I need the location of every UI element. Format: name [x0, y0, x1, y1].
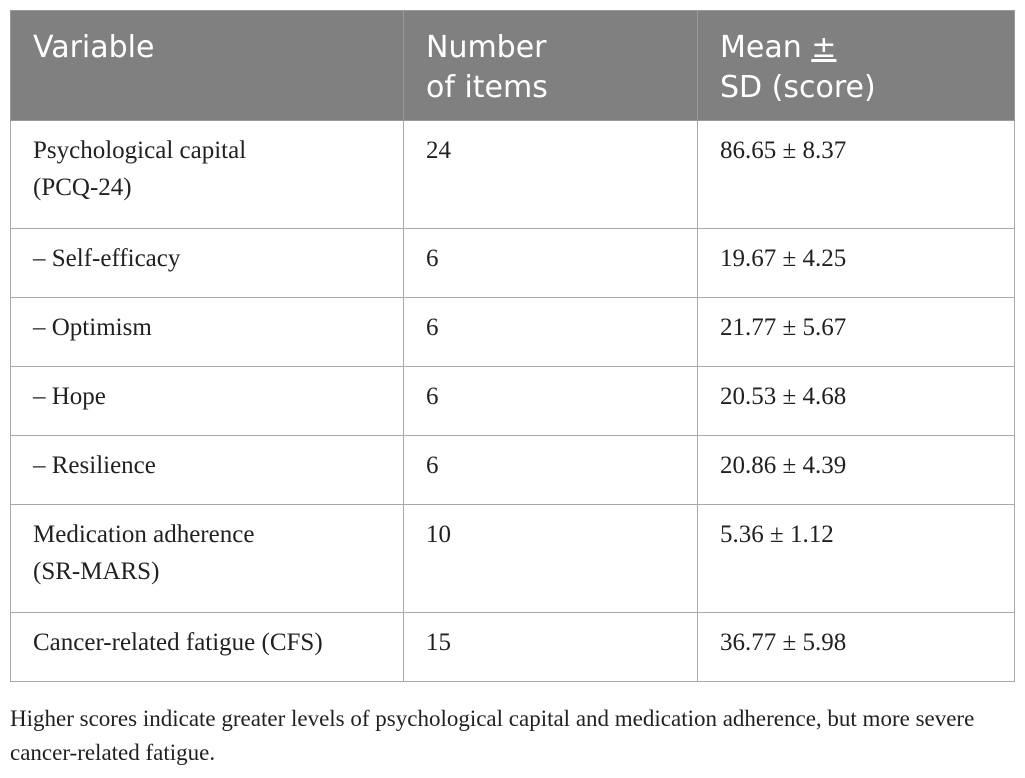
cell-items: 6 — [404, 229, 698, 298]
cell-variable: – Optimism — [11, 298, 404, 367]
cell-mean-sd: 86.65 ± 8.37 — [698, 121, 1015, 229]
cell-variable: – Hope — [11, 367, 404, 436]
table-row-optimism — [11, 298, 1015, 367]
table-row-cancer-related-fatigue — [11, 613, 1015, 682]
table-row-psychological-capital — [11, 121, 1015, 229]
cell-variable: – Resilience — [11, 436, 404, 505]
header-items-line1: Number — [426, 30, 547, 65]
header-variable-text: Variable — [33, 30, 155, 65]
statistics-table — [10, 10, 1015, 682]
table-row-resilience — [11, 436, 1015, 505]
cell-items: 10 — [404, 505, 698, 613]
cell-variable — [11, 505, 404, 613]
header-plus-minus: ± — [811, 30, 837, 65]
cell-items: 6 — [404, 298, 698, 367]
table-row-self-efficacy — [11, 229, 1015, 298]
table-container — [10, 10, 1014, 682]
table-row-medication-adherence — [11, 505, 1015, 613]
variable-line1: Medication adherence — [33, 521, 255, 548]
header-number-of-items — [404, 11, 698, 121]
cell-items: 6 — [404, 436, 698, 505]
cell-mean-sd: 5.36 ± 1.12 — [698, 505, 1015, 613]
header-variable — [11, 11, 404, 121]
cell-mean-sd: 19.67 ± 4.25 — [698, 229, 1015, 298]
table-row-hope — [11, 367, 1015, 436]
table-header-row — [11, 11, 1015, 121]
cell-variable: – Self-efficacy — [11, 229, 404, 298]
cell-mean-sd: 21.77 ± 5.67 — [698, 298, 1015, 367]
cell-mean-sd: 20.53 ± 4.68 — [698, 367, 1015, 436]
cell-items: 6 — [404, 367, 698, 436]
cell-mean-sd: 20.86 ± 4.39 — [698, 436, 1015, 505]
cell-items: 24 — [404, 121, 698, 229]
header-mean-line2: SD (score) — [720, 70, 876, 105]
cell-items: 15 — [404, 613, 698, 682]
cell-variable: Cancer-related fatigue (CFS) — [11, 613, 404, 682]
table-footnote: Higher scores indicate greater levels of psychological capital and medication adherence, but more severe cancer-related fatigue. — [10, 706, 975, 765]
cell-variable — [11, 121, 404, 229]
cell-mean-sd: 36.77 ± 5.98 — [698, 613, 1015, 682]
variable-line2: (PCQ-24) — [33, 174, 132, 201]
header-mean-line1: Mean — [720, 30, 812, 65]
header-mean-sd — [698, 11, 1015, 121]
variable-line1: Psychological capital — [33, 137, 247, 164]
variable-line2: (SR-MARS) — [33, 558, 160, 585]
header-items-line2: of items — [426, 70, 548, 105]
